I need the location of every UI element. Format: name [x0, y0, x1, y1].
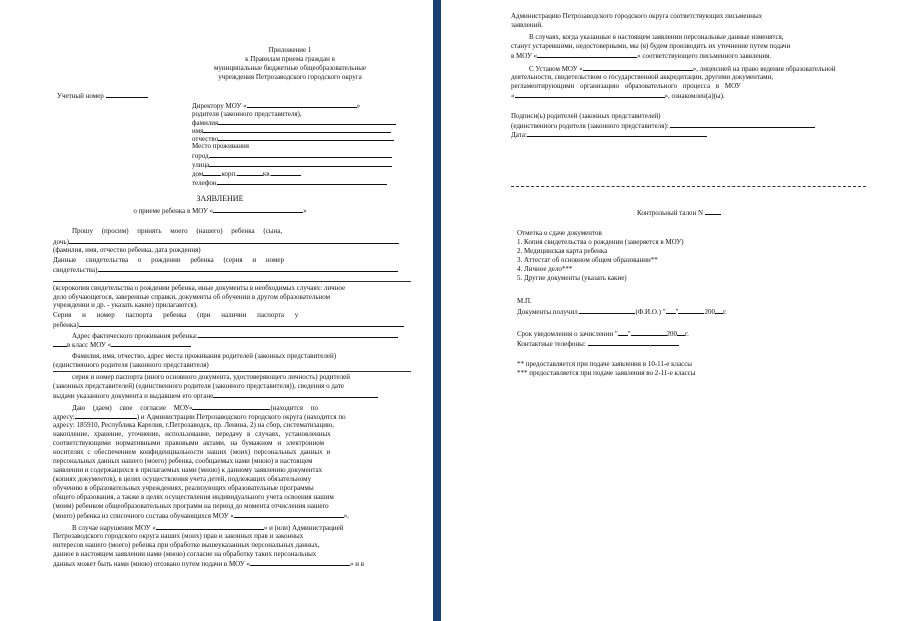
body-line-2: дочь)	[53, 237, 399, 246]
body-line-10: ребенка)	[53, 320, 404, 329]
contact-phones: Контактные телефоны: ,	[517, 339, 679, 348]
body-line-13: Фамилия, имя, отчество, адрес места проживания родителей (законных представителей)	[72, 352, 337, 360]
left-document-page	[0, 0, 433, 621]
body-line-9: Серия и номер паспорта ребенка (при наличии паспорта у	[53, 311, 299, 319]
street-field: улица	[192, 160, 392, 169]
page-divider	[433, 0, 441, 621]
appendix-line-2: к Правилам приема граждан в	[245, 55, 335, 63]
right-body-line-4: станут устаревшими, недостоверными, мы (я) будем производить их уточнение путем подачи	[511, 42, 791, 50]
body-line-1: Прошу (просим) принять моего (нашего) ребенка (сына,	[72, 227, 283, 235]
cut-line	[511, 186, 866, 187]
doc-item-5: 5. Другие документы (указать какие)	[517, 274, 627, 282]
body-line-7: дело обучающегося, заверенные справки, документы об обучении в другом образовательном	[53, 293, 331, 301]
body-line-16: (законных представителей) (единственного родителя (законного представителя)), сведения о дате	[53, 382, 345, 390]
director-line: Директору МОУ « »	[192, 102, 361, 110]
body-line-17: выдачи указанного документа и выдавшем его органе	[53, 391, 378, 400]
parent-note: родителя (законного представителя),	[192, 110, 302, 118]
body-line-23: носителях с обеспечением конфиденциальности наших (моих) персональных данных и	[53, 448, 331, 456]
notice-term-line: Срок уведомления о зачислении " " 200 г.	[517, 330, 689, 338]
body-line-18: Даю (даем) свое согласие МОУ« (находится по	[72, 404, 318, 412]
body-line-14: (единственного родителя (законного представителя)	[53, 361, 209, 369]
right-body-line-1: Администрацию Петрозаводского городского округа соответствующих письменных	[511, 12, 763, 20]
right-body-line-2: заявлений.	[511, 21, 543, 29]
ticket-title: Контрольный талон N	[637, 208, 721, 217]
body-line-30: (моего) ребенка из списочного состава обучающихся МОУ « ».	[53, 512, 350, 520]
body-line-6: (ксерокопия свидетельства о рождении ребенка, иные документы в необходимых случаях: личное	[53, 284, 346, 292]
body-line-25: заявлении и содержащихся в прилагаемых нами (мною) к данному заявлению документах	[53, 466, 323, 474]
blank-line	[53, 371, 411, 372]
docs-heading: Отметка о сдаче документов	[517, 229, 602, 237]
body-line-32: Петрозаводского городского округа наших (моих) прав и законных прав и законных	[53, 532, 304, 540]
phone-field: телефон	[192, 178, 387, 187]
body-line-33: интересов нашего (моего) ребенка при обработке вышеуказанных персональных данных,	[53, 541, 320, 549]
body-line-20: адресу: 185910, Республика Карелия, г.Петрозаводск, пр. Ленина, 2) на сбор, систематизацию,	[53, 421, 334, 429]
body-line-35: данных может быть нами (мною) отозвано путем подачи в МОУ « » и в	[53, 560, 365, 568]
body-line-4: Данные свидетельства о рождении ребенка (серия и номер	[53, 256, 284, 264]
body-line-21: накопление, хранение, уточнение, использование, передачу в случаях, установленных	[53, 430, 331, 438]
residence-label: Место проживания	[192, 142, 249, 150]
body-line-24: персональных данных нашего (моего) ребенка, сообщаемых нами (мною) в настоящем	[53, 457, 313, 465]
body-line-22: соответствующими нормативными правовыми актами, на бумажном и электронном	[53, 439, 325, 447]
body-line-8: учреждении и др. - указать какие) прилагаются).	[53, 301, 198, 309]
footnote-2: *** предоставляется при подаче заявления во 2-11-е классы	[517, 369, 696, 377]
city-field: город	[192, 151, 392, 160]
body-line-11: Адрес фактического проживания ребенка:	[72, 331, 398, 340]
mp-label: М.П.	[517, 297, 532, 305]
body-line-12: в класс МОУ «	[53, 340, 191, 349]
right-document-page	[441, 0, 903, 621]
firstname-field: имя	[192, 126, 391, 135]
body-line-29: (моим) ребенком общеобразовательных программ на период до момента отчисления нашего	[53, 502, 329, 510]
body-line-26: (копиях документов), в целях осуществления учета детей, подлежащих обязательному	[53, 475, 312, 483]
doc-item-3: 3. Аттестат об основном общем образовании**	[517, 256, 658, 264]
body-line-31: В случае нарушения МОУ « » и (или) Администрацией	[72, 524, 344, 532]
right-body-line-5: в МОУ « » соответствующего письменного заявления.	[511, 52, 772, 60]
body-line-34: данное в настоящем заявлении нами (мною) согласие на обработку таких персональных	[53, 550, 317, 558]
lastname-field: фамилия	[192, 118, 396, 127]
registration-number: Учетный номер	[57, 91, 148, 100]
body-line-15: серия и номер паспорта (иного основного документа, удостоверяющего личность) родителей	[72, 373, 350, 381]
right-body-line-9: « », ознакомлен(а)(ы).	[511, 92, 725, 100]
body-line-19: адресу: ) и Администрации Петрозаводского городского округа (находится по	[53, 413, 346, 421]
body-line-3: (фамилия, имя, отчество ребенка, дата рождения)	[53, 246, 201, 254]
footnote-1: ** предоставляется при подаче заявления в 10-11-е классы	[517, 360, 693, 368]
date-field: Дата:	[511, 130, 707, 139]
doc-item-2: 2. Медицинская карта ребенка	[517, 247, 608, 255]
document-subtitle: о приеме ребенка в МОУ « »	[133, 207, 307, 215]
doc-item-4: 4. Личное дело***	[517, 265, 573, 273]
document-title: ЗАЯВЛЕНИЕ	[196, 194, 244, 203]
appendix-line-3: муниципальные бюджетные общеобразовательные	[213, 64, 367, 72]
doc-item-1: 1. Копия свидетельства о рождении (заверяется в МОУ)	[517, 238, 684, 246]
appendix-line-4: учреждения Петрозаводского городского округа	[218, 73, 362, 81]
body-line-5: свидетельства)	[53, 265, 398, 274]
signature-label: Подписи(ь) родителей (законных представителей)	[511, 112, 661, 120]
right-body-line-7: деятельности, свидетельством о государственной аккредитации, другими документами,	[511, 73, 774, 81]
body-line-27: обучению в образовательных учреждениях, реализующих образовательные программы	[53, 484, 314, 492]
right-body-line-6: С Уставом МОУ « », лицензией на право ведения образовательной	[529, 65, 836, 73]
blank-line	[53, 281, 411, 282]
body-line-28: общего образования, а также в целях осуществления индивидуального учета освоения нашим	[53, 493, 334, 501]
received-line: Документы получил (Ф.И.О.) " " 200 г.	[517, 308, 727, 316]
right-body-line-3: В случаях, когда указанные в настоящем заявлении персональные данные изменятся,	[529, 33, 784, 41]
patronymic-field: отчество	[192, 134, 394, 143]
appendix-line-1: Приложение 1	[268, 46, 312, 54]
right-body-line-8: регламентирующими организацию образовательного процесса в МОУ	[511, 82, 741, 90]
signature-sub: (единственного родителя (законного представителя):	[511, 121, 815, 130]
house-field: дом корп. кв.	[192, 169, 301, 178]
